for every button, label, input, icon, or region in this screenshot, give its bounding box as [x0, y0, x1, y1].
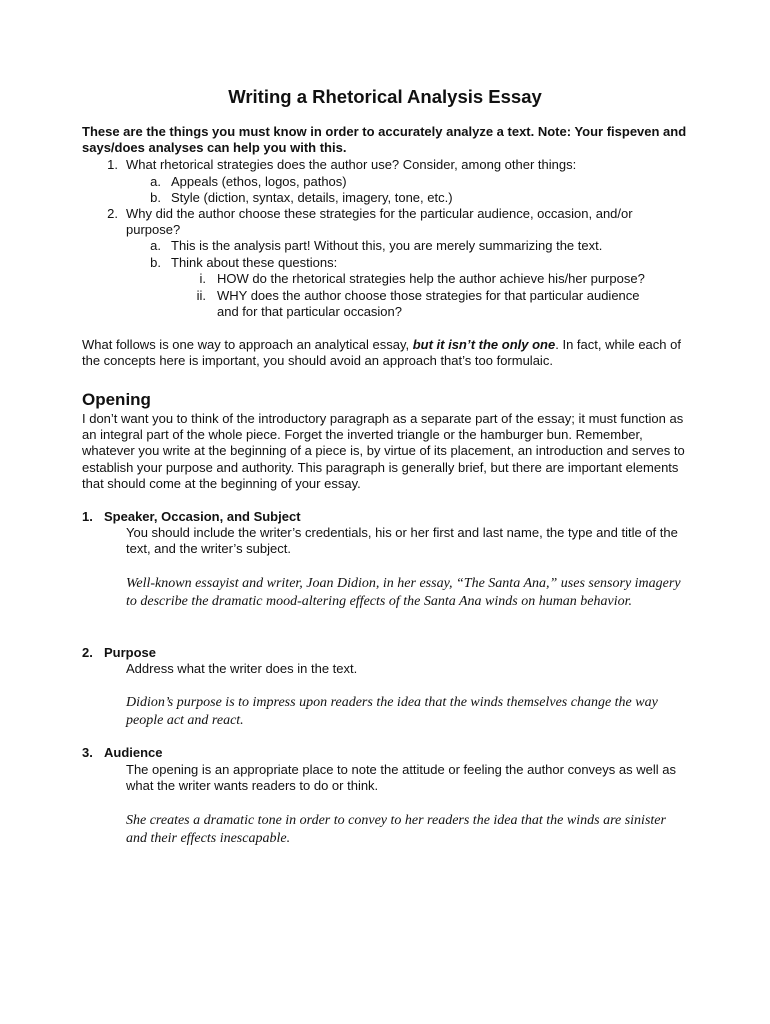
section-2-example: Didion’s purpose is to impress upon readers the idea that the winds themselves change the way people act and react. [126, 695, 658, 728]
section-1-text: You should include the writer’s credentials, his or her first and last name, the type and title of the text, and the writer’s subject. [126, 525, 678, 557]
section-3-text: The opening is an appropriate place to note the attitude or feeling the author conveys as well as what the writer wants readers to do or think. [126, 762, 676, 794]
section-2-text: Address what the writer does in the text. [126, 661, 358, 676]
opening-heading: Opening [82, 390, 151, 409]
section-1-number: 1. [82, 509, 93, 524]
section-2-number: 2. [82, 645, 93, 660]
approach-emphasis: but it isn’t the only one [412, 337, 556, 352]
section-1-example: Well-known essayist and writer, Joan Didion, in her essay, “The Santa Ana,” uses sensory imagery to describe the dramatic mood-altering effects of the Santa Ana winds on human behavior. [126, 576, 681, 609]
section-1-heading [82, 509, 301, 525]
approach-paragraph [82, 337, 692, 369]
section-3-title: Audience [104, 745, 163, 760]
list-roman-ii: ii. [196, 288, 206, 303]
list-subitem-2a: This is the analysis part! Without this, you are merely summarizing the text. [171, 238, 603, 253]
list-letter-2b: b. [150, 255, 161, 270]
section-2-heading [82, 645, 156, 661]
section-3-heading [82, 745, 163, 761]
section-2-title: Purpose [104, 645, 157, 660]
list-letter-1b: b. [150, 190, 161, 205]
opening-paragraph: I don’t want you to think of the introductory paragraph as a separate part of the essay; it must function as an integral part of the whole piece. Forget the inverted triangle or the hamburger bun. Remember, whatever you write at the beginning of a piece is, by virtue of its placement, an introduction and serves to establish your purpose and authority. This paragraph is generally brief, but there are important elements that should come at the beginning of your essay. [82, 411, 685, 491]
section-3-example: She creates a dramatic tone in order to convey to her readers the idea that the winds are sinister and their effects inescapable. [126, 813, 666, 846]
list-letter-2a: a. [150, 238, 161, 253]
intro-note: These are the things you must know in order to accurately analyze a text. Note: Your fispeven and says/does analyses can help you with this. [82, 124, 687, 155]
list-item-2-line-2: purpose? [126, 222, 181, 237]
list-letter-1a: a. [150, 174, 161, 189]
list-subitem-1a: Appeals (ethos, logos, pathos) [171, 174, 347, 189]
section-3-number: 3. [82, 745, 93, 760]
document-title: Writing a Rhetorical Analysis Essay [228, 86, 542, 107]
list-roman-i: i. [199, 271, 206, 286]
list-subitem-2b: Think about these questions: [171, 255, 338, 270]
list-item-1: What rhetorical strategies does the author use? Consider, among other things: [126, 157, 577, 172]
list-question-2-line-1: WHY does the author choose those strategies for that particular audience [217, 288, 640, 303]
approach-text-before: What follows is one way to approach an analytical essay, [82, 337, 413, 352]
list-question-2-line-2: and for that particular occasion? [217, 304, 402, 319]
approach-text-after: . In fact, while each of the concepts here is important, you should avoid an approach that’s too formulaic. [82, 337, 681, 369]
list-number-2: 2. [107, 206, 118, 221]
section-1-title: Speaker, Occasion, and Subject [104, 509, 301, 524]
list-subitem-1b: Style (diction, syntax, details, imagery, tone, etc.) [171, 190, 453, 205]
list-number-1: 1. [107, 157, 118, 172]
list-item-2-line-1: Why did the author choose these strategies for the particular audience, occasion, and/or [126, 206, 633, 221]
list-question-1: HOW do the rhetorical strategies help the author achieve his/her purpose? [217, 271, 645, 286]
